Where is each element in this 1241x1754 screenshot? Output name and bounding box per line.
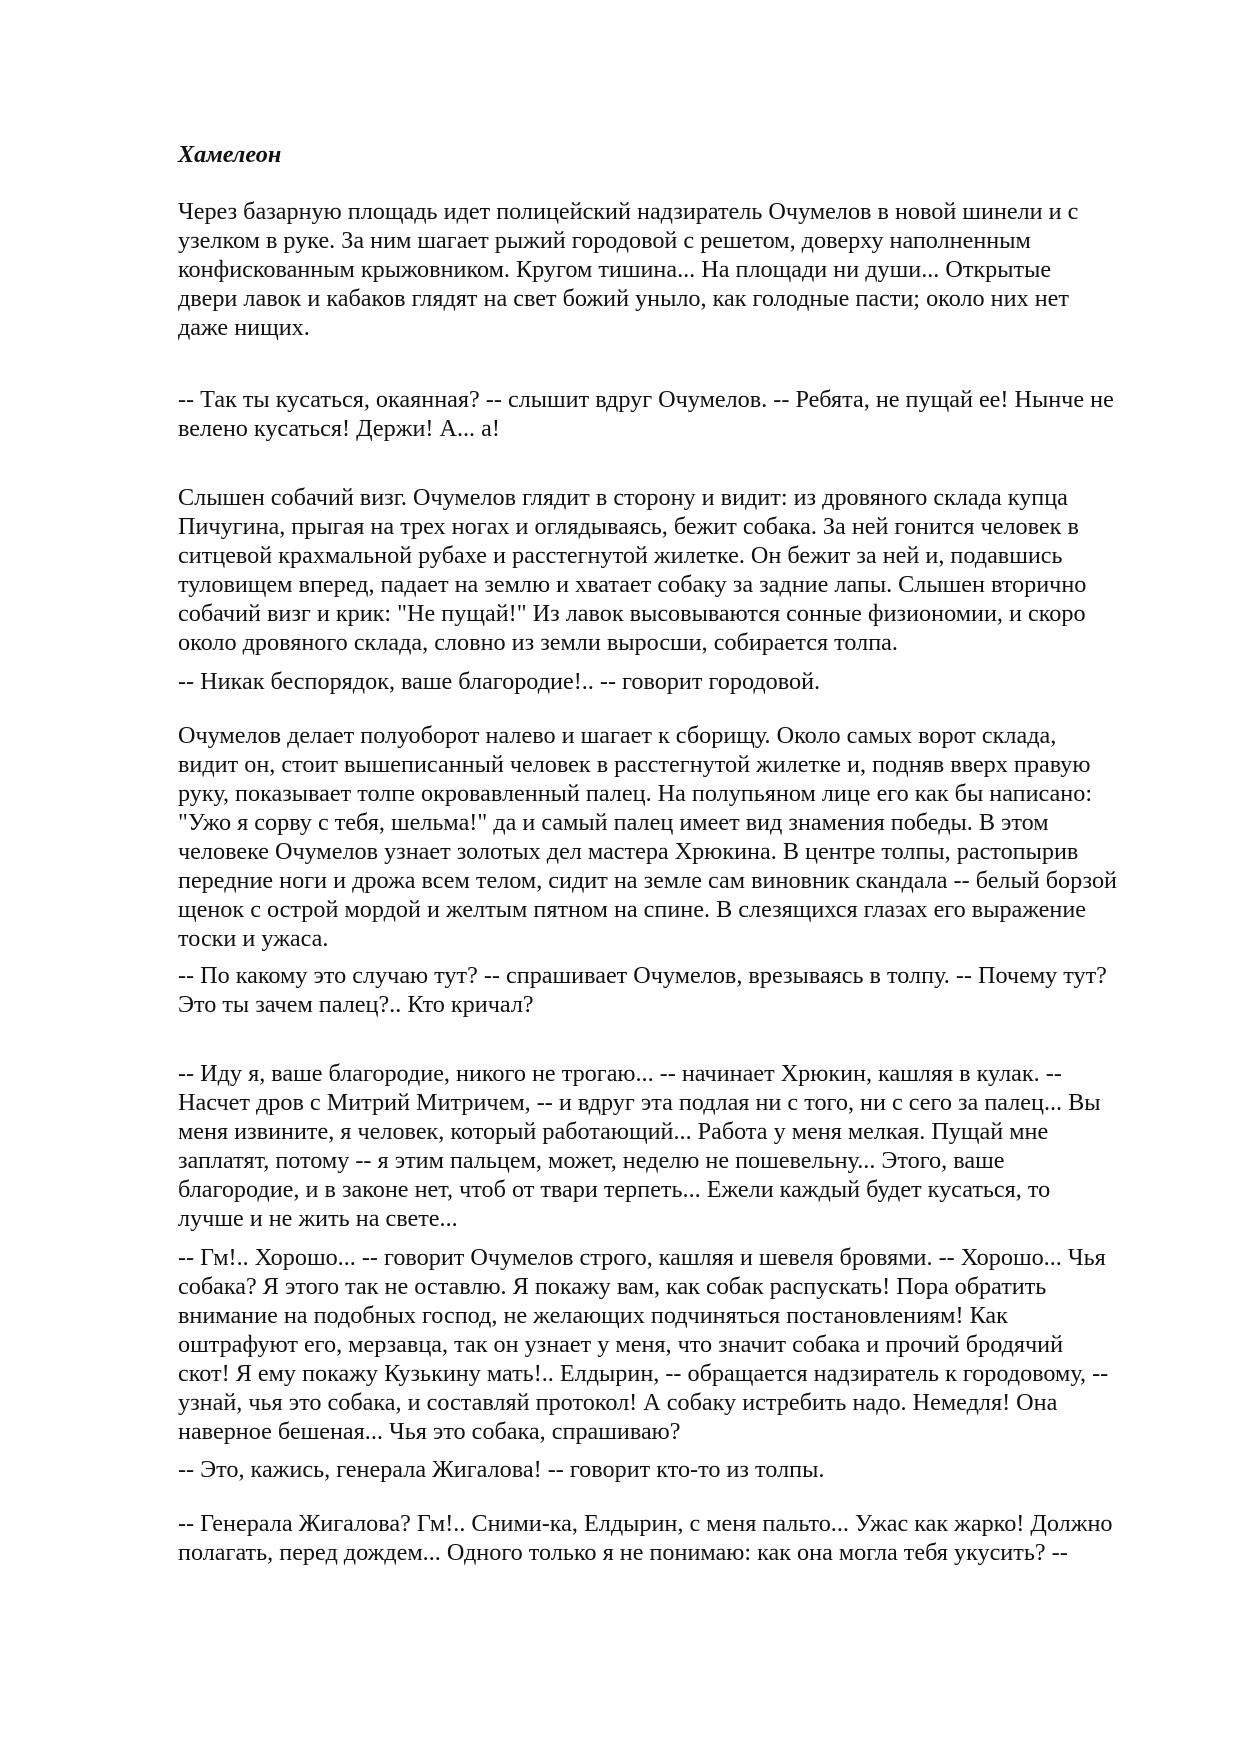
text-line: Через базарную площадь идет полицейский надзиратель Очумелов в новой шинели и с — [178, 198, 1079, 225]
text-line: щенок с острой мордой и желтым пятном на спине. В слезящихся глазах его выражение — [178, 896, 1087, 923]
paragraph — [178, 667, 1178, 696]
paragraph — [178, 961, 1178, 1019]
text-line: -- Иду я, ваше благородие, никого не трогаю... -- начинает Хрюкин, кашляя в кулак. -- — [178, 1060, 1062, 1087]
text-line: -- Так ты кусаться, окаянная? -- слышит вдруг Очумелов. -- Ребята, не пущай ее! Нынче не — [178, 386, 1114, 413]
text-line: видит он, стоит вышеписанный человек в расстегнутой жилетке и, подняв вверх правую — [178, 751, 1091, 778]
text-line: человеке Очумелов узнает золотых дел мастера Хрюкина. В центре толпы, растопырив — [178, 838, 1079, 865]
text-line: Слышен собачий визг. Очумелов глядит в сторону и видит: из дровяного склада купца — [178, 484, 1068, 511]
text-line: -- Это, кажись, генерала Жигалова! -- говорит кто-то из толпы. — [178, 1456, 825, 1483]
paragraph — [178, 197, 1178, 342]
text-line: полагать, перед дождем... Одного только я не понимаю: как она могла тебя укусить? -- — [178, 1539, 1068, 1566]
text-line: даже нищих. — [178, 314, 310, 341]
text-line: велено кусаться! Держи! А... а! — [178, 415, 500, 442]
text-line: лучше и не жить на свете... — [178, 1205, 458, 1232]
paragraph — [178, 1509, 1178, 1567]
text-line: Пичугина, прыгая на трех ногах и оглядываясь, бежит собака. За ней гонится человек в — [178, 513, 1079, 540]
text-line: руку, показывает толпе окровавленный палец. На полупьяном лице его как бы написано: — [178, 780, 1093, 807]
story-title: Хамелеон — [178, 141, 282, 168]
paragraph — [178, 483, 1178, 657]
text-line: конфискованным крыжовником. Кругом тишина... На площади ни души... Открытые — [178, 256, 1052, 283]
text-line: тоски и ужаса. — [178, 925, 329, 952]
paragraph — [178, 385, 1178, 443]
text-line: "Ужо я сорву с тебя, шельма!" да и самый палец имеет вид знамения победы. В этом — [178, 809, 1049, 836]
text-line: узелком в руке. За ним шагает рыжий городовой с решетом, доверху наполненным — [178, 227, 1031, 254]
text-line: туловищем вперед, падает на землю и хватает собаку за задние лапы. Слышен вторично — [178, 571, 1087, 598]
text-line: узнай, чья это собака, и составляй протокол! А собаку истребить надо. Немедля! Она — [178, 1389, 1058, 1416]
text-line: Это ты зачем палец?.. Кто кричал? — [178, 991, 534, 1018]
text-line: около дровяного склада, словно из земли выросши, собирается толпа. — [178, 629, 898, 656]
text-line: внимание на подобных господ, не желающих подчиняться постановлениям! Как — [178, 1302, 1008, 1329]
paragraph — [178, 721, 1178, 953]
text-line: меня извините, я человек, который работающий... Работа у меня мелкая. Пущай мне — [178, 1118, 1049, 1145]
text-line: собака? Я этого так не оставлю. Я покажу вам, как собак распускать! Пора обратить — [178, 1273, 1047, 1300]
text-line: заплатят, потому -- я этим пальцем, может, неделю не пошевельну... Этого, ваше — [178, 1147, 1005, 1174]
paragraph — [178, 1059, 1178, 1233]
text-line: -- Никак беспорядок, ваше благородие!.. -- говорит городовой. — [178, 668, 821, 695]
text-line: оштрафуют его, мерзавца, так он узнает у меня, что значит собака и прочий бродячий — [178, 1331, 1064, 1358]
text-line: передние ноги и дрожа всем телом, сидит на земле сам виновник скандала -- белый борзой — [178, 867, 1117, 894]
text-line: ситцевой крахмальной рубахе и расстегнутой жилетке. Он бежит за ней и, подавшись — [178, 542, 1063, 569]
text-line: наверное бешеная... Чья это собака, спрашиваю? — [178, 1418, 681, 1445]
text-line: -- Гм!.. Хорошо... -- говорит Очумелов строго, кашляя и шевеля бровями. -- Хорошо... Чья — [178, 1244, 1106, 1271]
text-line: скот! Я ему покажу Кузькину мать!.. Елдырин, -- обращается надзиратель к городовому, -- — [178, 1360, 1109, 1387]
paragraph — [178, 1455, 1178, 1484]
text-line: -- Генерала Жигалова? Гм!.. Сними-ка, Елдырин, с меня пальто... Ужас как жарко! Должно — [178, 1510, 1113, 1537]
text-line: Насчет дров с Митрий Митричем, -- и вдруг эта подлая ни с того, ни с сего за палец... Вы — [178, 1089, 1101, 1116]
text-line: собачий визг и крик: "Не пущай!" Из лавок высовываются сонные физиономии, и скоро — [178, 600, 1086, 627]
text-line: Очумелов делает полуоборот налево и шагает к сборищу. Около самых ворот склада, — [178, 722, 1057, 749]
paragraph — [178, 1243, 1178, 1446]
text-line: -- По какому это случаю тут? -- спрашивает Очумелов, врезываясь в толпу. -- Почему тут? — [178, 962, 1107, 989]
text-line: благородие, и в законе нет, чтоб от твари терпеть... Ежели каждый будет кусаться, то — [178, 1176, 1051, 1203]
text-line: двери лавок и кабаков глядят на свет божий уныло, как голодные пасти; около них нет — [178, 285, 1069, 312]
